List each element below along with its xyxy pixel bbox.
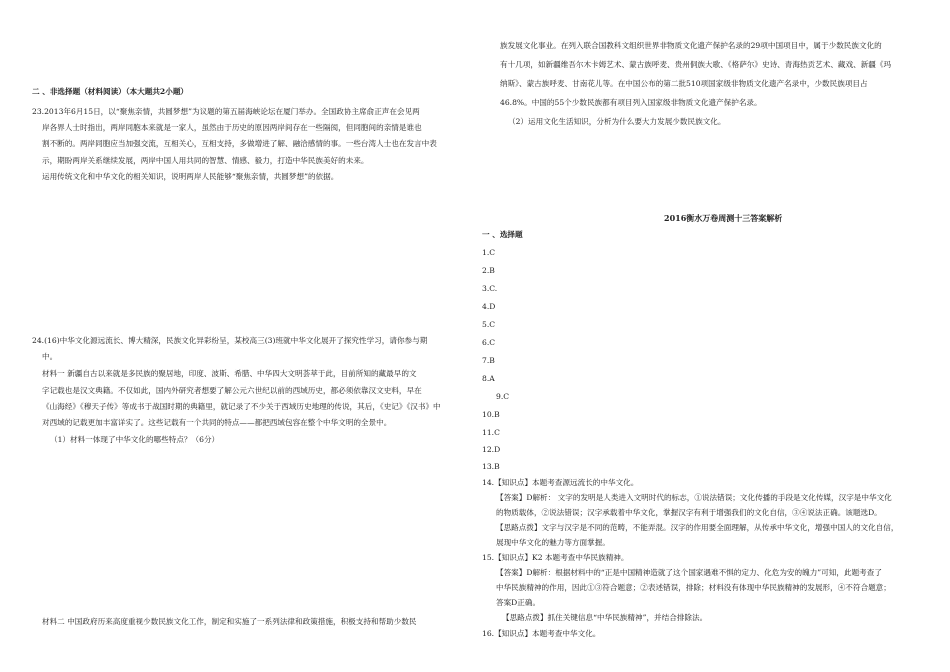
q23-line: 运用传统文化和中华文化的相关知识，说明两岸人民能够“聚焦亲情，共圆梦想”的依据。 — [42, 172, 339, 181]
q23-line: 23.2013年6月15日，以“聚焦亲情，共圆梦想”为议题的第五届海峡论坛在厦门举办。全国政协主席俞正声在会见两 — [32, 107, 420, 116]
choice-answer: 2.B — [482, 266, 495, 275]
choice-answer: 9.C — [496, 392, 510, 401]
choice-answer: 1.C — [482, 248, 496, 257]
q24-line: 《山海经》《穆天子传》等成书于战国时期的典籍里，就记录了不少关于西域历史地理的传说，其后，《史记》《汉书》中 — [42, 402, 441, 411]
choice-answer: 7.B — [482, 356, 495, 365]
q24-line: 字记载也是汉文典籍。不仅如此，国内外研究者想要了解公元六世纪以前的西域历史，都必须依靠汉文史料，早在 — [42, 386, 422, 395]
q24-line: 对西域的记载更加丰富详实了。这些记载有一个共同的特点——都把西域包容在整个中华文明的全景中。 — [42, 418, 392, 427]
analysis-line: 的物质载体，②说法错误；汉字承载着中华文化，掌握汉字有利于增强我们的文化自信，③④说法正确。该题选D。 — [496, 508, 882, 517]
analysis-line: 【思路点拨】抓住关键信息“中华民族精神”，并结合排除法。 — [502, 613, 708, 622]
choice-answer: 5.C — [482, 320, 496, 329]
q23-line: 割不断的。两岸同胞应当加强交流，互相关心，互相支持，多做增进了解、融洽感情的事。一些台湾人士也在发言中表 — [42, 139, 437, 148]
analysis-line: 展现中华文化的魅力等方面掌握。 — [496, 538, 610, 547]
analysis-line: 答案D正确。 — [496, 598, 541, 607]
analysis-line: 15.【知识点】K2 本题考查中华民族精神。 — [482, 553, 629, 562]
analysis-line: 中华民族精神的作用，因此①③符合题意；②表述错误，排除；材料没有体现中华民族精神的发展形，④不符合题意； — [496, 583, 891, 592]
choice-answer: 6.C — [482, 338, 496, 347]
choice-answer: 8.A — [482, 374, 495, 383]
choice-answer: 12.D — [482, 445, 501, 454]
analysis-line: 【答案】D解析： 文字的发明是人类进入文明时代的标志，①说法错误；文化传播的手段是文化传媒，汉字是中华文化 — [496, 493, 892, 502]
choice-answer: 11.C — [482, 428, 500, 437]
choice-answer: 13.B — [482, 462, 500, 471]
choice-answer: 10.B — [482, 410, 500, 419]
material-two: 材料二 中国政府历来高度重视少数民族文化工作，制定和实施了一系列法律和政策措施，积极支持和帮助少数民 — [42, 617, 417, 626]
section-heading: 二 、非选择题（材料阅读）（本大题共2小题） — [32, 87, 189, 96]
continuation-line: 纳斯》、蒙古族呼麦、甘南花儿等。在中国公布的第二批510项国家级非物质文化遗产名录中，少数民族项目占 — [500, 79, 868, 88]
q24-subquestion: （1）材料一体现了中华文化的哪些特点？（6分） — [50, 435, 220, 444]
analysis-line: 【答案】D解析：根据材料中的“正是中国精神造就了这个国家遇难不惧的定力、化危为安的魄力”可知，此题考查了 — [496, 568, 882, 577]
q24-subquestion-2: （2）运用文化生活知识，分析为什么要大力发展少数民族文化。 — [508, 117, 726, 126]
q24-line: 24.(16)中华文化源远流长、博大精深，民族文化异彩纷呈，某校高三(3)班就中华文化展开了探究性学习，请你参与期 — [32, 336, 428, 345]
analysis-line: 【思路点拨】文字与汉字是不同的范畴，不能弄混。汉字的作用要全面理解，从传承中华文化，增强中国人的文化自信， — [496, 523, 899, 532]
choice-answer: 3.C. — [482, 284, 498, 293]
continuation-line: 族发展文化事业。在列入联合国教科文组织世界非物质文化遗产保护名录的29项中国项目中，属于少数民族文化的 — [500, 41, 882, 50]
analysis-line: 14.【知识点】本题考查源远流长的中华文化。 — [482, 478, 639, 487]
q23-line: 示，期盼两岸关系继续发展，两岸中国人用共同的智慧、情感、毅力，打造中华民族美好的未来。 — [42, 156, 369, 165]
continuation-line: 有十几项，如新疆维吾尔木卡姆艺术、蒙古族呼麦、贵州侗族大歌、《格萨尔》史诗、青海热贡艺术、藏戏、新疆《玛 — [500, 60, 892, 69]
q24-line: 材料一 新疆自古以来就是多民族的聚居地，印度、波斯、希腊、中华四大文明荟萃于此，目前所知的藏最早的文 — [42, 369, 417, 378]
q24-line: 中。 — [42, 352, 58, 361]
continuation-line: 46.8%。中国的55个少数民族都有项目列入国家级非物质文化遗产保护名录。 — [500, 98, 762, 107]
choice-answer: 4.D — [482, 302, 496, 311]
section-one-heading: 一 、选择题 — [482, 230, 523, 239]
answer-title: 2016衡水万卷周测十三答案解析 — [664, 213, 783, 223]
q23-line: 岸各界人士时指出，两岸同胞本来就是一家人，虽然由于历史的原因两岸间存在一些隔阂，但同胞间的亲情是谁也 — [42, 123, 422, 132]
analysis-line: 16.【知识点】本题考查中华文化。 — [482, 629, 601, 638]
